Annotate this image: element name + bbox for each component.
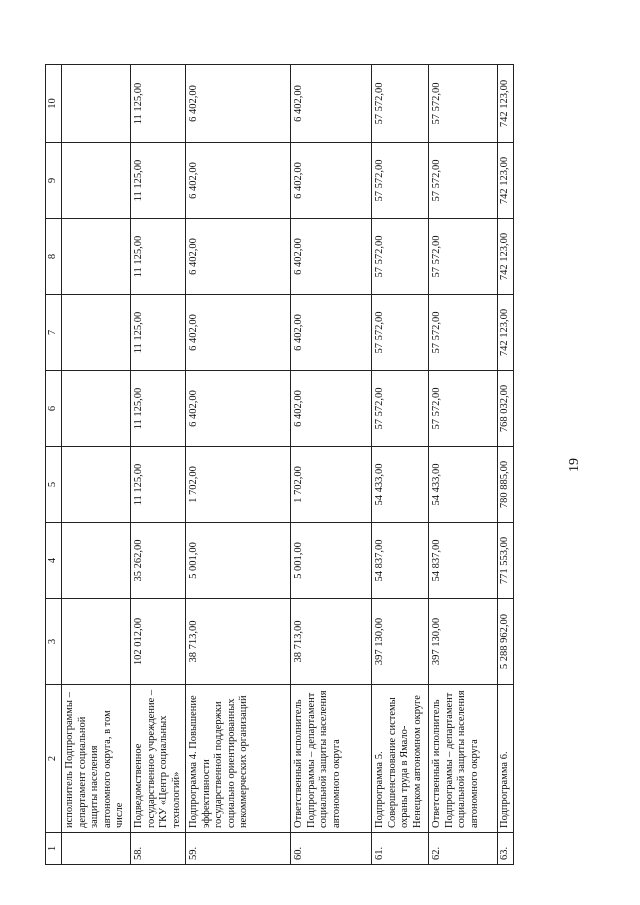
row-name: Подведомственное государственное учреждение – ГКУ «Центр социальных технологий» — [131, 685, 186, 833]
row-value: 57 572,00 — [372, 219, 429, 295]
row-value: 771 553,00 — [498, 523, 514, 599]
page-number: 19 — [567, 458, 582, 472]
column-header: 6 — [46, 371, 62, 447]
column-header: 10 — [46, 65, 62, 143]
column-header: 3 — [46, 599, 62, 685]
column-header: 5 — [46, 447, 62, 523]
row-name: Подпрограмма 4. Повышение эффективности государственной поддержки социально ориентированных некоммерческих организаций — [186, 685, 291, 833]
row-value: 11 125,00 — [131, 371, 186, 447]
row-value: 11 125,00 — [131, 65, 186, 143]
table-row — [131, 65, 186, 865]
row-value — [62, 295, 131, 371]
row-value: 742 123,00 — [498, 65, 514, 143]
row-value: 780 885,00 — [498, 447, 514, 523]
column-header: 9 — [46, 143, 62, 219]
row-value — [62, 143, 131, 219]
row-value: 57 572,00 — [372, 143, 429, 219]
row-index — [62, 833, 131, 865]
row-name: Ответственный исполнитель Подпрограммы – департамент социальной защиты населения автономного округа — [291, 685, 372, 833]
row-value: 1 702,00 — [186, 447, 291, 523]
row-value — [62, 65, 131, 143]
row-index: 59. — [186, 833, 291, 865]
column-header: 4 — [46, 523, 62, 599]
row-value: 11 125,00 — [131, 447, 186, 523]
column-header: 2 — [46, 685, 62, 833]
row-value: 6 402,00 — [291, 295, 372, 371]
row-value: 57 572,00 — [429, 371, 498, 447]
row-value: 57 572,00 — [429, 143, 498, 219]
row-value: 38 713,00 — [186, 599, 291, 685]
table-row — [186, 65, 291, 865]
table-row — [429, 65, 498, 865]
row-value — [62, 599, 131, 685]
budget-table — [45, 64, 514, 865]
row-value: 6 402,00 — [186, 65, 291, 143]
row-value: 6 402,00 — [291, 219, 372, 295]
row-index: 60. — [291, 833, 372, 865]
row-value — [62, 447, 131, 523]
row-value: 768 032,00 — [498, 371, 514, 447]
row-value — [62, 219, 131, 295]
row-value: 54 837,00 — [372, 523, 429, 599]
table-row — [372, 65, 429, 865]
row-value: 397 130,00 — [429, 599, 498, 685]
row-value: 57 572,00 — [429, 295, 498, 371]
row-value: 57 572,00 — [372, 65, 429, 143]
row-value: 57 572,00 — [372, 371, 429, 447]
row-value: 102 012,00 — [131, 599, 186, 685]
row-value: 6 402,00 — [291, 65, 372, 143]
row-value: 11 125,00 — [131, 219, 186, 295]
row-value: 11 125,00 — [131, 143, 186, 219]
row-index: 63. — [498, 833, 514, 865]
row-value: 6 402,00 — [186, 219, 291, 295]
row-value: 742 123,00 — [498, 143, 514, 219]
column-header: 7 — [46, 295, 62, 371]
row-index: 62. — [429, 833, 498, 865]
row-value: 54 433,00 — [429, 447, 498, 523]
row-name: Подпрограмма 5. Совершенствование системы охраны труда в Ямало-Ненецком автономном округе — [372, 685, 429, 833]
row-name: исполнитель Подпрограммы – департамент социальной защиты населения автономного округа, в том числе — [62, 685, 131, 833]
row-index: 61. — [372, 833, 429, 865]
row-value: 54 433,00 — [372, 447, 429, 523]
row-value: 57 572,00 — [429, 65, 498, 143]
row-value: 6 402,00 — [186, 143, 291, 219]
row-value: 11 125,00 — [131, 295, 186, 371]
column-header: 1 — [46, 833, 62, 865]
row-value: 1 702,00 — [291, 447, 372, 523]
row-value — [62, 523, 131, 599]
row-value: 6 402,00 — [291, 143, 372, 219]
row-value: 6 402,00 — [186, 295, 291, 371]
table-row — [62, 65, 131, 865]
row-value: 57 572,00 — [372, 295, 429, 371]
row-value: 5 288 962,00 — [498, 599, 514, 685]
row-value: 742 123,00 — [498, 295, 514, 371]
row-value: 57 572,00 — [429, 219, 498, 295]
row-value: 35 262,00 — [131, 523, 186, 599]
table-row — [291, 65, 372, 865]
row-value: 5 001,00 — [186, 523, 291, 599]
column-header: 8 — [46, 219, 62, 295]
row-index: 58. — [131, 833, 186, 865]
row-value — [62, 371, 131, 447]
row-value: 397 130,00 — [372, 599, 429, 685]
row-value: 6 402,00 — [291, 371, 372, 447]
row-value: 742 123,00 — [498, 219, 514, 295]
row-name: Ответственный исполнитель Подпрограммы – департамент социальной защиты населения автономного округа — [429, 685, 498, 833]
table-row — [498, 65, 514, 865]
row-value: 38 713,00 — [291, 599, 372, 685]
rotated-page — [45, 65, 605, 865]
row-value: 54 837,00 — [429, 523, 498, 599]
row-value: 5 001,00 — [291, 523, 372, 599]
row-name: Подпрограмма 6. — [498, 685, 514, 833]
header-row — [46, 65, 62, 865]
row-value: 6 402,00 — [186, 371, 291, 447]
